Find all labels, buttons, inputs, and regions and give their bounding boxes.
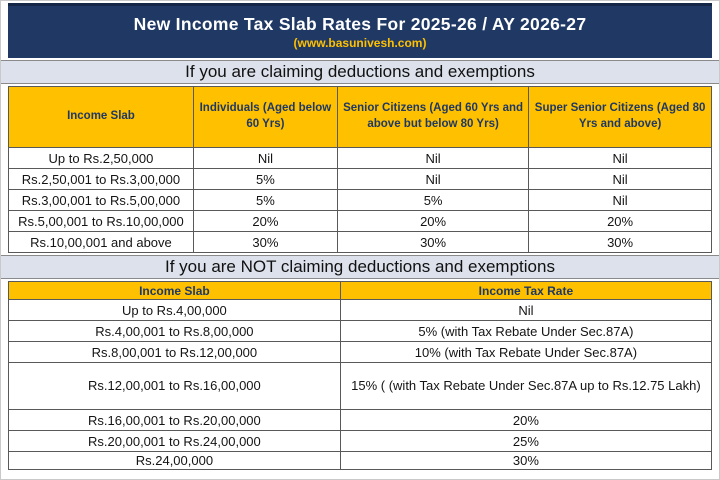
column-header-super-senior-citizens: Super Senior Citizens (Aged 80 Yrs and above) bbox=[529, 87, 712, 148]
table-cell: 20% bbox=[340, 410, 711, 431]
table-cell: 5% bbox=[193, 190, 337, 211]
table-header-row bbox=[9, 282, 712, 300]
table-cell: Up to Rs.4,00,000 bbox=[9, 300, 341, 321]
table-cell: Up to Rs.2,50,000 bbox=[9, 148, 194, 169]
table-cell: Nil bbox=[193, 148, 337, 169]
table-row bbox=[9, 211, 712, 232]
table-cell: Nil bbox=[529, 190, 712, 211]
table-cell: 30% bbox=[529, 232, 712, 253]
table-cell: 10% (with Tax Rebate Under Sec.87A) bbox=[340, 342, 711, 363]
table-row bbox=[9, 190, 712, 211]
table-cell: Nil bbox=[337, 148, 528, 169]
table-cell: Rs.20,00,001 to Rs.24,00,000 bbox=[9, 431, 341, 452]
column-header-income-slab: Income Slab bbox=[9, 87, 194, 148]
page-title: New Income Tax Slab Rates For 2025-26 / AY 2026-27 bbox=[133, 14, 587, 34]
table-cell: 20% bbox=[193, 211, 337, 232]
column-header-income-tax-rate: Income Tax Rate bbox=[340, 282, 711, 300]
column-header-income-slab: Income Slab bbox=[9, 282, 341, 300]
column-header-individuals: Individuals (Aged below 60 Yrs) bbox=[193, 87, 337, 148]
table-cell: Rs.4,00,001 to Rs.8,00,000 bbox=[9, 321, 341, 342]
section-1-heading: If you are claiming deductions and exemptions bbox=[1, 60, 719, 84]
table-row bbox=[9, 321, 712, 342]
table-row bbox=[9, 148, 712, 169]
deductions-table bbox=[8, 86, 712, 253]
table-row bbox=[9, 300, 712, 321]
table-cell: 30% bbox=[337, 232, 528, 253]
table-cell: 5% (with Tax Rebate Under Sec.87A) bbox=[340, 321, 711, 342]
site-url: (www.basunivesh.com) bbox=[293, 36, 427, 50]
table-cell: 5% bbox=[337, 190, 528, 211]
table-cell: 30% bbox=[193, 232, 337, 253]
table-cell: Nil bbox=[529, 148, 712, 169]
table-row bbox=[9, 232, 712, 253]
table-row bbox=[9, 342, 712, 363]
table-cell: 5% bbox=[193, 169, 337, 190]
table-cell: Rs.8,00,001 to Rs.12,00,000 bbox=[9, 342, 341, 363]
table-row bbox=[9, 431, 712, 452]
table-cell: 15% ( (with Tax Rebate Under Sec.87A up to Rs.12.75 Lakh) bbox=[340, 363, 711, 410]
table-cell: Rs.10,00,001 and above bbox=[9, 232, 194, 253]
table-cell: Nil bbox=[340, 300, 711, 321]
table-cell: Rs.5,00,001 to Rs.10,00,000 bbox=[9, 211, 194, 232]
column-header-senior-citizens: Senior Citizens (Aged 60 Yrs and above but below 80 Yrs) bbox=[337, 87, 528, 148]
table-row bbox=[9, 169, 712, 190]
table-cell: Rs.3,00,001 to Rs.5,00,000 bbox=[9, 190, 194, 211]
table-cell: Rs.16,00,001 to Rs.20,00,000 bbox=[9, 410, 341, 431]
table-row bbox=[9, 363, 712, 410]
title-banner bbox=[8, 3, 712, 58]
section-2-heading: If you are NOT claiming deductions and exemptions bbox=[1, 255, 719, 279]
table-cell: Rs.24,00,000 bbox=[9, 452, 341, 470]
table-cell: Nil bbox=[337, 169, 528, 190]
table-cell: 30% bbox=[340, 452, 711, 470]
table-row bbox=[9, 452, 712, 470]
table-cell: Rs.12,00,001 to Rs.16,00,000 bbox=[9, 363, 341, 410]
table-cell: 25% bbox=[340, 431, 711, 452]
table-row bbox=[9, 410, 712, 431]
table-cell: Nil bbox=[529, 169, 712, 190]
table-cell: 20% bbox=[529, 211, 712, 232]
table-cell: Rs.2,50,001 to Rs.3,00,000 bbox=[9, 169, 194, 190]
no-deductions-table bbox=[8, 281, 712, 470]
table-cell: 20% bbox=[337, 211, 528, 232]
table-header-row bbox=[9, 87, 712, 148]
